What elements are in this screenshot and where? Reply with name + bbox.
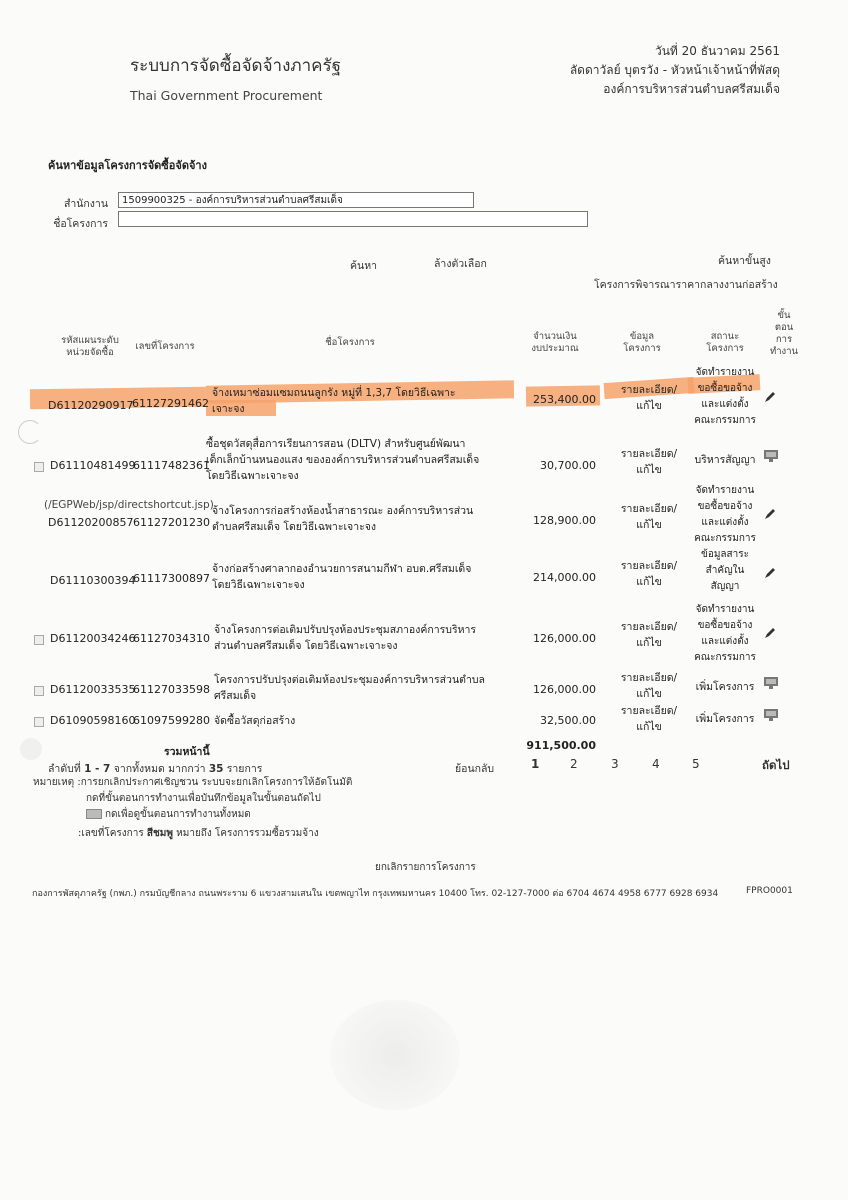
row-3-project-no[interactable]: 61127201230	[133, 516, 210, 529]
note-pink-legend: :เลขที่โครงการ สีชมพู หมายถึง โครงการรวมซื้อรวมจ้าง	[78, 828, 319, 839]
url-overlay: (/EGPWeb/jsp/directshortcut.jsp)	[44, 499, 214, 511]
monitor-icon[interactable]	[763, 708, 779, 722]
project-name-label: ชื่อโครงการ	[53, 218, 108, 230]
punch-hole	[18, 420, 42, 444]
steps-icon	[86, 809, 102, 819]
row-4-project-name: จ้างก่อสร้างศาลากองอำนวยการสนามกีฬา อบต.ศรีสมเด็จ โดยวิธีเฉพาะเจาะจง	[212, 563, 472, 591]
next-link[interactable]: ถัดไป	[762, 758, 790, 772]
row-6-status[interactable]: เพิ่มโครงการ	[695, 681, 755, 693]
site-title-en: Thai Government Procurement	[130, 88, 323, 103]
row-2-project-name: ซื้อชุดวัสดุสื่อการเรียนการสอน (DLTV) สำหรับศูนย์พัฒนา เด็กเล็กบ้านหนองแสง ขององค์การบริหารส่วนตำบลศรีสมเด็จ โดยวิธีเฉพาะเจาะจง	[206, 438, 480, 482]
seal-bleed-through	[330, 1000, 460, 1110]
pencil-icon[interactable]	[763, 626, 777, 640]
row-2-status[interactable]: บริหารสัญญา	[694, 454, 756, 466]
page-2-link[interactable]: 2	[570, 757, 578, 771]
row-2-plan-code: D61110481499	[50, 459, 136, 472]
row-6-project-name: โครงการปรับปรุงต่อเติมห้องประชุมองค์การบริหารส่วนตำบล ศรีสมเด็จ	[214, 674, 485, 702]
site-title-th: ระบบการจัดซื้อจัดจ้างภาครัฐ	[130, 56, 342, 76]
back-link[interactable]: ย้อนกลับ	[455, 763, 495, 775]
section-title: ค้นหาข้อมูลโครงการจัดซื้อจัดจ้าง	[48, 159, 207, 172]
row-checkbox[interactable]	[34, 686, 44, 696]
user-org: องค์การบริหารส่วนตำบลศรีสมเด็จ	[603, 82, 780, 96]
row-7-status[interactable]: เพิ่มโครงการ	[695, 713, 755, 725]
row-1-detail-link[interactable]: รายละเอียด/ แก้ไข	[620, 384, 678, 412]
row-6-budget: 126,000.00	[533, 683, 596, 696]
row-7-project-name: จัดซื้อวัสดุก่อสร้าง	[214, 715, 296, 727]
page-1-link[interactable]: 1	[531, 757, 540, 771]
project-name-field[interactable]	[118, 211, 588, 227]
page-4-link[interactable]: 4	[652, 757, 660, 771]
office-label: สำนักงาน	[63, 198, 108, 210]
header-step: ขั้น ตอน การ ทำงาน	[769, 310, 799, 357]
pencil-icon[interactable]	[763, 390, 777, 404]
page-3-link[interactable]: 3	[611, 757, 619, 771]
row-5-plan-code: D61120034246	[50, 632, 136, 645]
row-2-budget: 30,700.00	[540, 459, 596, 472]
page-total-value: 911,500.00	[526, 739, 596, 752]
row-1-project-name: จ้างเหมาซ่อมแซมถนนลูกรัง หมู่ที่ 1,3,7 โดยวิธีเฉพาะ เจาะจง	[212, 387, 456, 415]
office-field[interactable]: 1509900325 - องค์การบริหารส่วนตำบลศรีสมเด็จ	[118, 192, 474, 208]
current-date: วันที่ 20 ธันวาคม 2561	[654, 44, 780, 58]
pencil-icon[interactable]	[763, 507, 777, 521]
page-total-label: รวมหน้านี้	[164, 746, 210, 758]
monitor-icon[interactable]	[763, 449, 779, 463]
row-checkbox[interactable]	[34, 717, 44, 727]
row-1-status[interactable]: จัดทำรายงาน ขอซื้อขอจ้าง และแต่งตั้ง คณะกรรมการ	[694, 367, 756, 426]
row-5-project-no[interactable]: 61127034310	[133, 632, 210, 645]
row-checkbox[interactable]	[34, 635, 44, 645]
row-7-plan-code: D61090598160	[50, 714, 136, 727]
row-4-budget: 214,000.00	[533, 571, 596, 584]
result-summary: ลำดับที่ 1 - 7 จากทั้งหมด มากกว่า 35 รายการ	[48, 763, 263, 775]
row-7-project-no[interactable]: 61097599280	[133, 714, 210, 727]
row-7-budget: 32,500.00	[540, 714, 596, 727]
row-3-status[interactable]: จัดทำรายงาน ขอซื้อขอจ้าง และแต่งตั้ง คณะกรรมการ	[694, 485, 756, 544]
row-7-detail-link[interactable]: รายละเอียด/ แก้ไข	[620, 705, 678, 733]
row-6-project-no[interactable]: 61127033598	[133, 683, 210, 696]
row-5-project-name: จ้างโครงการต่อเติมปรับปรุงห้องประชุมสภาองค์การบริหาร ส่วนตำบลศรีสมเด็จ โดยวิธีเฉพาะเจาะจง	[214, 624, 477, 652]
user-name: ลัดดาวัลย์ บุตรวัง - หัวหน้าเจ้าหน้าที่พัสดุ	[569, 63, 780, 77]
row-4-detail-link[interactable]: รายละเอียด/ แก้ไข	[620, 560, 678, 588]
note-auto-cancel: หมายเหตุ :การยกเลิกประกาศเชิญชวน ระบบจะยกเลิกโครงการให้อัตโนมัติ	[33, 777, 353, 788]
page-5-link[interactable]: 5	[692, 757, 700, 771]
row-1-plan-code: D61120290917	[48, 399, 134, 412]
clear-selection-link[interactable]: ล้างตัวเลือก	[434, 258, 487, 270]
footer-address: กองการพัสดุภาครัฐ (กพภ.) กรมบัญชีกลาง ถนนพระราม 6 แขวงสามเสนใน เขตพญาไท กรุงเทพมหานคร 10400 โทร. 02-127-7000 ต่อ 6704 4674 4958 6777 6928 6934	[32, 889, 719, 899]
cancel-project-list-link[interactable]: ยกเลิกรายการโครงการ	[375, 862, 476, 873]
header-project-name: ชื่อโครงการ	[325, 337, 375, 348]
row-2-detail-link[interactable]: รายละเอียด/ แก้ไข	[620, 448, 678, 476]
page-code: FPRO0001	[746, 886, 793, 896]
row-5-budget: 126,000.00	[533, 632, 596, 645]
note-view-steps: กดเพื่อดูขั้นตอนการทำงานทั้งหมด	[86, 807, 251, 822]
row-1-budget: 253,400.00	[533, 393, 596, 406]
advanced-search-link[interactable]: ค้นหาขั้นสูง	[718, 255, 771, 267]
row-5-status[interactable]: จัดทำรายงาน ขอซื้อขอจ้าง และแต่งตั้ง คณะกรรมการ	[694, 604, 756, 663]
punch-hole	[20, 738, 42, 760]
monitor-icon[interactable]	[763, 676, 779, 690]
row-4-plan-code: D61110300394	[50, 574, 136, 587]
row-checkbox[interactable]	[34, 462, 44, 472]
header-status: สถานะ โครงการ	[706, 331, 744, 354]
row-3-project-name: จ้างโครงการก่อสร้างห้องน้ำสาธารณะ องค์การบริหารส่วน ตำบลศรีสมเด็จ โดยวิธีเฉพาะเจาะจง	[212, 505, 474, 533]
row-6-plan-code: D61120033535	[50, 683, 136, 696]
pencil-icon[interactable]	[763, 566, 777, 580]
row-5-detail-link[interactable]: รายละเอียด/ แก้ไข	[620, 621, 678, 649]
row-3-detail-link[interactable]: รายละเอียด/ แก้ไข	[620, 503, 678, 531]
header-budget: จำนวนเงิน งบประมาณ	[531, 331, 579, 354]
user-info	[570, 42, 780, 99]
row-3-plan-code: D61120200857	[48, 516, 134, 529]
row-4-status[interactable]: ข้อมูลสาระ สำคัญใน สัญญา	[700, 549, 750, 592]
row-2-project-no[interactable]: 61117482361	[133, 459, 210, 472]
header-info: ข้อมูล โครงการ	[623, 331, 661, 354]
search-link[interactable]: ค้นหา	[350, 260, 378, 272]
header-plan-code: รหัสแผนระดับ หน่วยจัดซื้อ	[61, 335, 119, 358]
row-1-project-no[interactable]: 61127291462	[132, 397, 209, 410]
row-4-project-no[interactable]: 61117300897	[133, 572, 210, 585]
row-3-budget: 128,900.00	[533, 514, 596, 527]
row-6-detail-link[interactable]: รายละเอียด/ แก้ไข	[620, 672, 678, 700]
note-step-click: กดที่ขั้นตอนการทำงานเพื่อบันทึกข้อมูลในขั้นตอนถัดไป	[86, 793, 321, 804]
header-project-no: เลขที่โครงการ	[135, 341, 195, 352]
median-price-link[interactable]: โครงการพิจารณาราคากลางงานก่อสร้าง	[594, 279, 778, 291]
